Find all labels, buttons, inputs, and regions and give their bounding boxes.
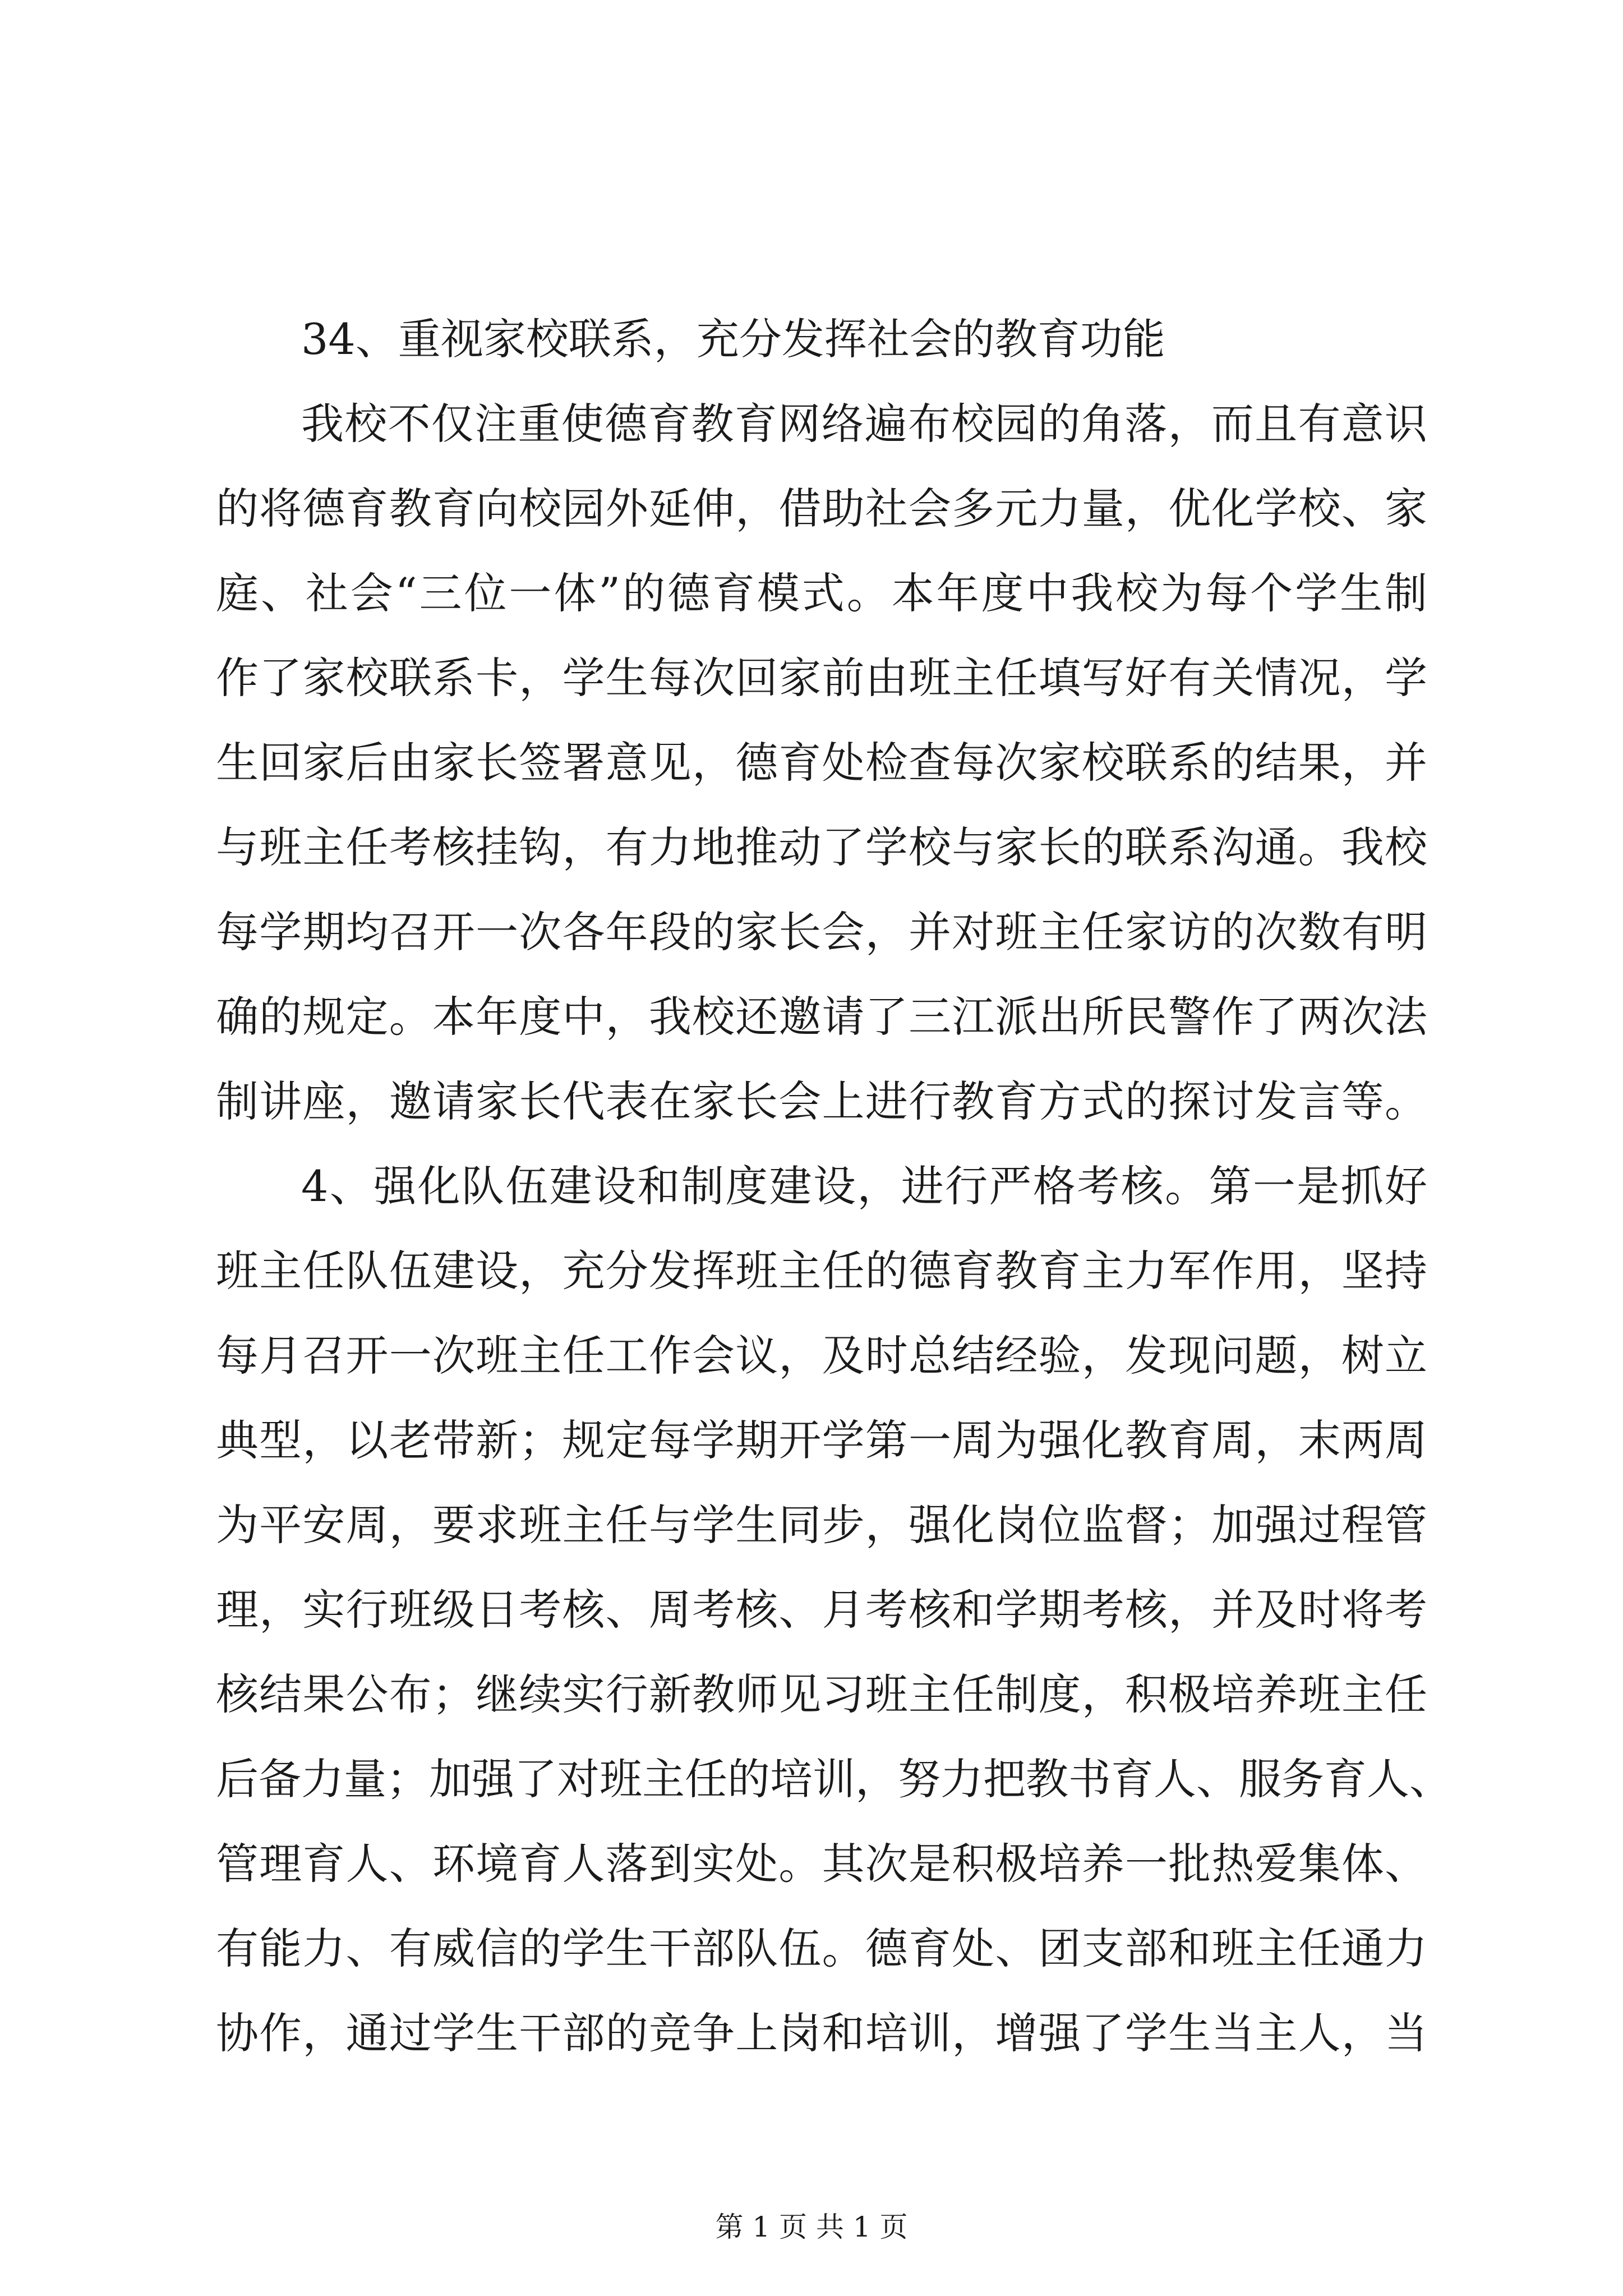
section-heading: 34、重视家校联系，充分发挥社会的教育功能 [301, 314, 1165, 364]
paragraph-line: 核结果公布；继续实行新教师见习班主任制度，积极培养班主任 [216, 1669, 1427, 1719]
paragraph-line: 我校不仅注重使德育教育网络遍布校园的角落，而且有意识 [301, 399, 1427, 449]
paragraph-line: 每学期均召开一次各年段的家长会，并对班主任家访的次数有明 [216, 907, 1427, 957]
paragraph-line: 与班主任考核挂钩，有力地推动了学校与家长的联系沟通。我校 [216, 822, 1427, 872]
paragraph-line: 有能力、有威信的学生干部队伍。德育处、团支部和班主任通力 [216, 1924, 1427, 1973]
paragraph-line: 的将德育教育向校园外延伸，借助社会多元力量，优化学校、家 [216, 484, 1427, 533]
paragraph-line: 4、强化队伍建设和制度建设，进行严格考核。第一是抓好 [301, 1161, 1427, 1211]
paragraph-line: 确的规定。本年度中，我校还邀请了三江派出所民警作了两次法 [216, 992, 1427, 1042]
paragraph-line: 为平安周，要求班主任与学生同步，强化岗位监督；加强过程管 [216, 1500, 1427, 1550]
paragraph-line: 庭、社会“三位一体”的德育模式。本年度中我校为每个学生制 [216, 568, 1427, 618]
paragraph-line: 每月召开一次班主任工作会议，及时总结经验，发现问题，树立 [216, 1331, 1427, 1381]
paragraph-line: 管理育人、环境育人落到实处。其次是积极培养一批热爱集体、 [216, 1839, 1427, 1889]
paragraph-line: 作了家校联系卡，学生每次回家前由班主任填写好有关情况，学 [216, 653, 1427, 703]
paragraph-line: 理，实行班级日考核、周考核、月考核和学期考核，并及时将考 [216, 1585, 1427, 1635]
paragraph-line: 班主任队伍建设，充分发挥班主任的德育教育主力军作用，坚持 [216, 1246, 1427, 1296]
paragraph-line: 制讲座，邀请家长代表在家长会上进行教育方式的探讨发言等。 [216, 1076, 1427, 1126]
paragraph-line: 后备力量；加强了对班主任的培训，努力把教书育人、服务育人、 [216, 1754, 1452, 1804]
paragraph-line: 典型，以老带新；规定每学期开学第一周为强化教育周，末两周 [216, 1415, 1427, 1465]
paragraph-line: 生回家后由家长签署意见，德育处检查每次家校联系的结果，并 [216, 738, 1427, 788]
paragraph-line: 协作，通过学生干部的竞争上岗和培训，增强了学生当主人，当 [216, 2008, 1427, 2058]
page-footer: 第 1 页 共 1 页 [715, 2211, 908, 2243]
